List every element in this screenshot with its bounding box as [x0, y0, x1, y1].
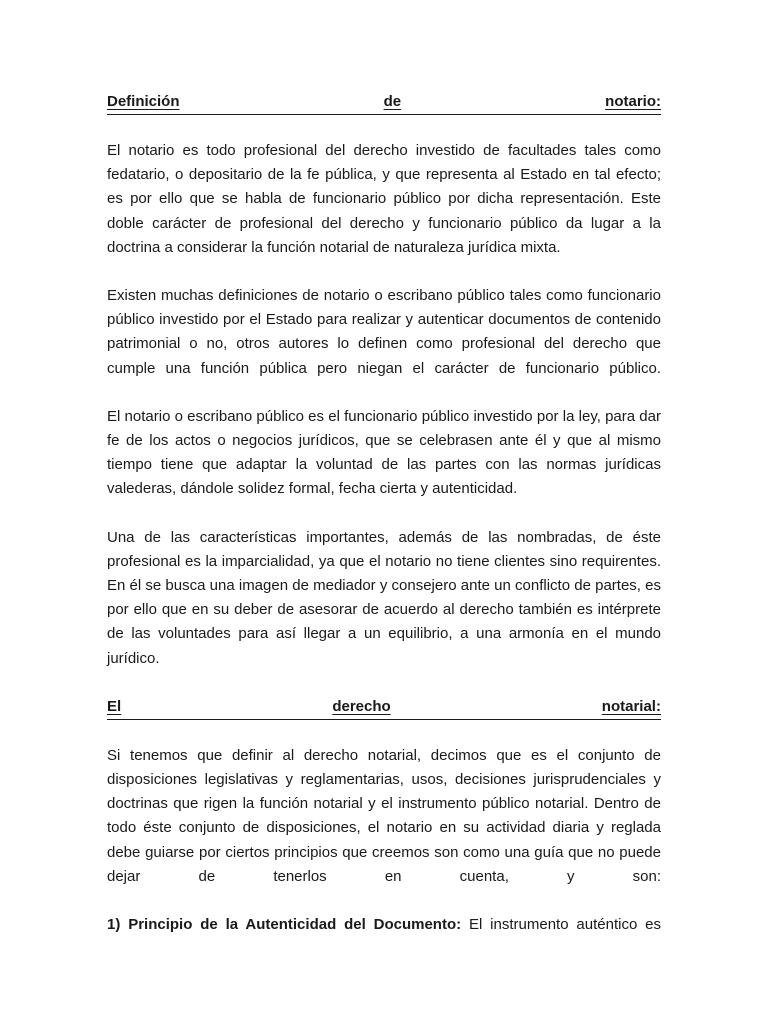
- heading-colon: :: [655, 697, 661, 715]
- heading-word: notarial: [601, 697, 656, 715]
- heading-word: de: [383, 93, 402, 110]
- heading-word: Definición: [107, 93, 180, 110]
- principle-text: El instrumento auténtico es: [461, 916, 661, 934]
- principle-paragraph: [107, 913, 661, 937]
- paragraph: Una de las características importantes, además de las nombradas, de éste profesional es la imparcialidad, ya que el notario no tiene clientes sino requirentes. En él se busca una imagen de mediador y consejero ante un conflicto de partes, es por ello que en su deber de asesorar de acuerdo al derecho también es intérprete de las voluntades para así llegar a un equilibrio, a una armonía en el mundo jurídico.: [107, 528, 661, 667]
- heading-word: El: [107, 697, 122, 715]
- heading-word: derecho: [332, 697, 391, 715]
- heading-definicion-notario: [107, 90, 661, 115]
- principle-title: 1) Principio de la Autenticidad del Documento:: [107, 916, 462, 934]
- paragraph: El notario o escribano público es el funcionario público investido por la ley, para dar fe de los actos o negocios jurídicos, que se celebrasen ante él y que al mismo tiempo tiene que adaptar la voluntad de las partes con las normas jurídicas valederas, dándole solidez formal, fecha cierta y autenticidad.: [107, 407, 661, 498]
- paragraph: El notario es todo profesional del derecho investido de facultades tales como fedatario, o depositario de la fe pública, y que representa al Estado en tal efecto; es por ello que se habla de funcionario público por dicha representación. Este doble carácter de profesional del derecho y funcionario público da lugar a la doctrina a considerar la función notarial de naturaleza jurídica mixta.: [107, 142, 661, 256]
- heading-word: notario:: [605, 93, 661, 110]
- document-page: [107, 90, 661, 937]
- heading-word-group: [602, 695, 661, 719]
- heading-derecho-notarial: [107, 695, 661, 720]
- paragraph: Si tenemos que definir al derecho notarial, decimos que es el conjunto de disposiciones legislativas y reglamentarias, usos, decisiones jurisprudenciales y doctrinas que rigen la función notarial y el instrumento público notarial. Dentro de todo éste conjunto de disposiciones, el notario en su actividad diaria y reglada debe guiarse por ciertos principios que creemos son como una guía que no puede dejar de tenerlos en cuenta, y son:: [107, 746, 661, 885]
- paragraph: Existen muchas definiciones de notario o escribano público tales como funcionario público investido por el Estado para realizar y autenticar documentos de contenido patrimonial o no, otros autores lo definen como profesional del derecho que cumple una función pública pero niegan el carácter de funcionario público.: [107, 287, 661, 377]
